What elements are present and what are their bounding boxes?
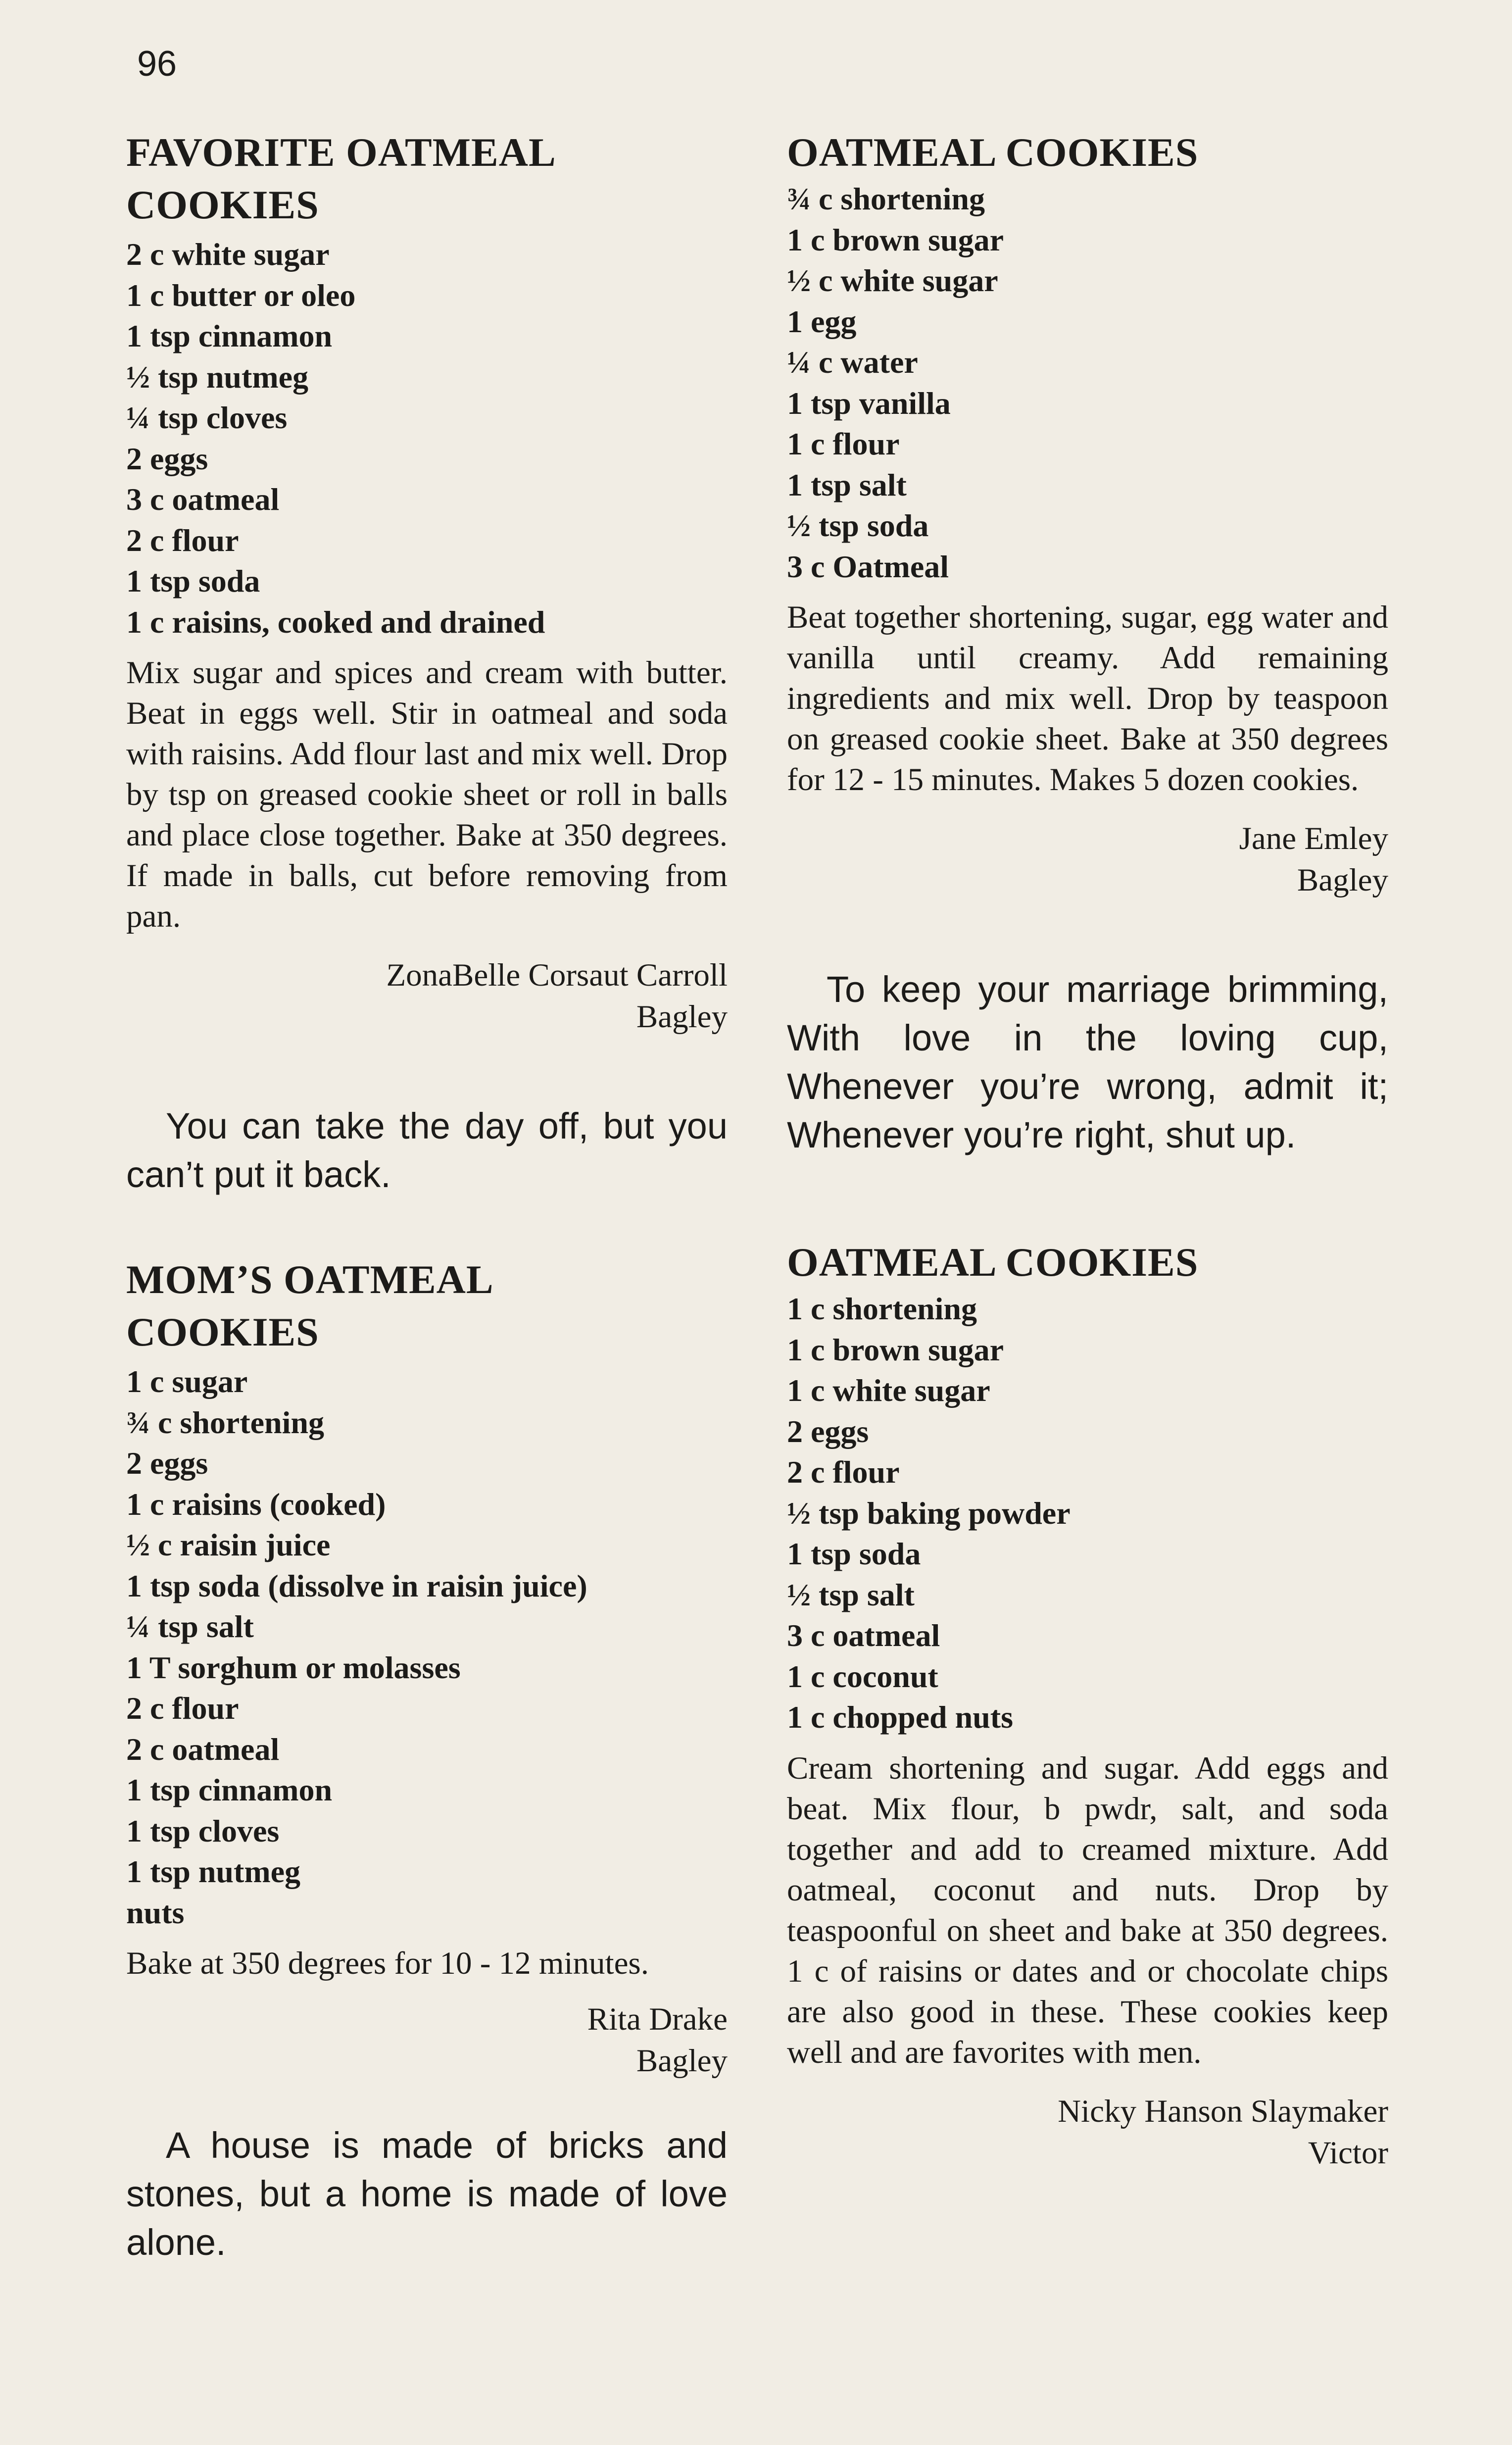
recipe-town: Bagley [636, 2043, 728, 2079]
recipe-directions: Bake at 350 degrees for 10 - 12 minutes. [126, 1946, 649, 1981]
right-column [787, 126, 1388, 2174]
recipe-favorite-oatmeal-cookies [126, 126, 728, 1038]
ingredient: ½ tsp nutmeg [126, 359, 309, 395]
recipe-oatmeal-cookies-emley [787, 126, 1388, 901]
ingredient: ¼ c water [787, 345, 918, 380]
ingredient-list [787, 1289, 1388, 1738]
recipe-author: Nicky Hanson Slaymaker [1058, 2093, 1388, 2129]
ingredient-list [126, 1361, 728, 1933]
ingredient: 1 tsp soda (dissolve in raisin juice) [126, 1568, 587, 1603]
ingredient: 2 eggs [126, 441, 208, 476]
ingredient: ¼ tsp cloves [126, 400, 288, 435]
ingredient: 1 tsp nutmeg [126, 1854, 301, 1889]
ingredient: 3 c oatmeal [126, 482, 280, 517]
recipe-directions: Cream shortening and sugar. Add eggs and beat. Mix flour, b pwdr, salt, and soda together and add to creamed mixture. Add oatmeal, coconut and nuts. Drop by teaspoonful on sheet and bake at 350 degrees. 1 c of raisins or dates and or chocolate chips are also good in these. These cookies keep well and are favorites with men. [787, 1750, 1388, 2070]
ingredient: ½ c raisin juice [126, 1527, 331, 1562]
filler-quote: To keep your marriage brimming, With love in the loving cup, Whenever you’re wrong, admit it; Whenever you’re right, shut up. [787, 969, 1388, 1155]
ingredient: 1 tsp soda [787, 1536, 921, 1571]
ingredient: 1 egg [787, 303, 857, 339]
ingredient: ½ c white sugar [787, 263, 998, 298]
ingredient: 1 c raisins (cooked) [126, 1486, 386, 1522]
ingredient: 2 c oatmeal [126, 1731, 280, 1767]
recipe-title-line: COOKIES [126, 182, 319, 227]
recipe-title-line: FAVORITE OATMEAL [126, 130, 556, 175]
ingredient: ½ tsp baking powder [787, 1495, 1071, 1531]
ingredient: 1 c brown sugar [787, 222, 1004, 257]
recipe-moms-oatmeal-cookies [126, 1253, 728, 2082]
recipe-title [126, 1253, 728, 1358]
ingredient: 2 c flour [787, 1454, 900, 1490]
ingredient: nuts [126, 1895, 185, 1930]
recipe-town: Bagley [636, 999, 728, 1035]
ingredient: 1 c butter or oleo [126, 277, 356, 313]
recipe-author: ZonaBelle Corsaut Carroll [386, 957, 728, 993]
recipe-author: Jane Emley [1239, 821, 1388, 856]
recipe-directions: Beat together shortening, sugar, egg water and vanilla until creamy. Add remaining ingredients and mix well. Drop by teaspoon on greased cookie sheet. Bake at 350 degrees for 12 - 15 minutes. Makes 5 dozen cookies. [787, 599, 1388, 798]
ingredient: 1 tsp cloves [126, 1813, 280, 1848]
ingredient: 1 c coconut [787, 1658, 938, 1694]
ingredient: 3 c Oatmeal [787, 549, 949, 584]
recipe-author: Rita Drake [587, 2001, 728, 2037]
ingredient: ¼ tsp salt [126, 1609, 254, 1644]
ingredient: 1 tsp cinnamon [126, 1772, 333, 1807]
recipe-town: Bagley [1297, 862, 1388, 898]
ingredient: 1 c raisins, cooked and drained [126, 604, 545, 640]
recipe-title-line: COOKIES [126, 1309, 319, 1354]
ingredient: ¾ c shortening [126, 1404, 324, 1440]
ingredient: 1 c white sugar [787, 1373, 990, 1408]
ingredient: 3 c oatmeal [787, 1618, 940, 1653]
filler-quote: A house is made of bricks and stones, but a home is made of love alone. [126, 2125, 728, 2263]
ingredient: 2 c flour [126, 522, 239, 558]
ingredient: 1 T sorghum or molasses [126, 1649, 461, 1685]
ingredient: 1 c shortening [787, 1291, 977, 1326]
page-number: 96 [137, 44, 177, 84]
ingredient: 1 tsp soda [126, 563, 260, 599]
ingredient: 1 c chopped nuts [787, 1699, 1013, 1735]
ingredient: 1 c flour [787, 426, 900, 461]
ingredient: 1 c brown sugar [787, 1332, 1004, 1367]
ingredient-list [126, 234, 728, 643]
ingredient: 1 tsp vanilla [787, 385, 951, 421]
recipe-title: OATMEAL COOKIES [787, 1240, 1199, 1285]
left-column [126, 126, 728, 2267]
ingredient: 1 c sugar [126, 1364, 248, 1399]
ingredient: ½ tsp salt [787, 1577, 915, 1612]
ingredient: ¾ c shortening [787, 181, 985, 216]
ingredient: 1 tsp cinnamon [126, 318, 333, 353]
ingredient: 2 eggs [787, 1413, 869, 1449]
filler-quote: You can take the day off, but you can’t put it back. [126, 1105, 728, 1195]
ingredient-list [787, 179, 1388, 587]
recipe-title-line: MOM’S OATMEAL [126, 1257, 494, 1302]
recipe-town: Victor [1308, 2135, 1388, 2171]
ingredient: 2 eggs [126, 1446, 208, 1481]
recipe-title: OATMEAL COOKIES [787, 130, 1199, 175]
ingredient: 2 c white sugar [126, 237, 330, 272]
recipe-title [126, 126, 728, 231]
ingredient: 2 c flour [126, 1691, 239, 1726]
ingredient: ½ tsp soda [787, 508, 929, 543]
recipe-directions: Mix sugar and spices and cream with butter. Beat in eggs well. Stir in oatmeal and soda with raisins. Add flour last and mix well. Drop by tsp on greased cookie sheet or roll in balls and place close together. Bake at 350 degrees. If made in balls, cut before removing from pan. [126, 655, 728, 934]
recipe-oatmeal-cookies-slaymaker [787, 1236, 1388, 2174]
ingredient: 1 tsp salt [787, 467, 907, 502]
